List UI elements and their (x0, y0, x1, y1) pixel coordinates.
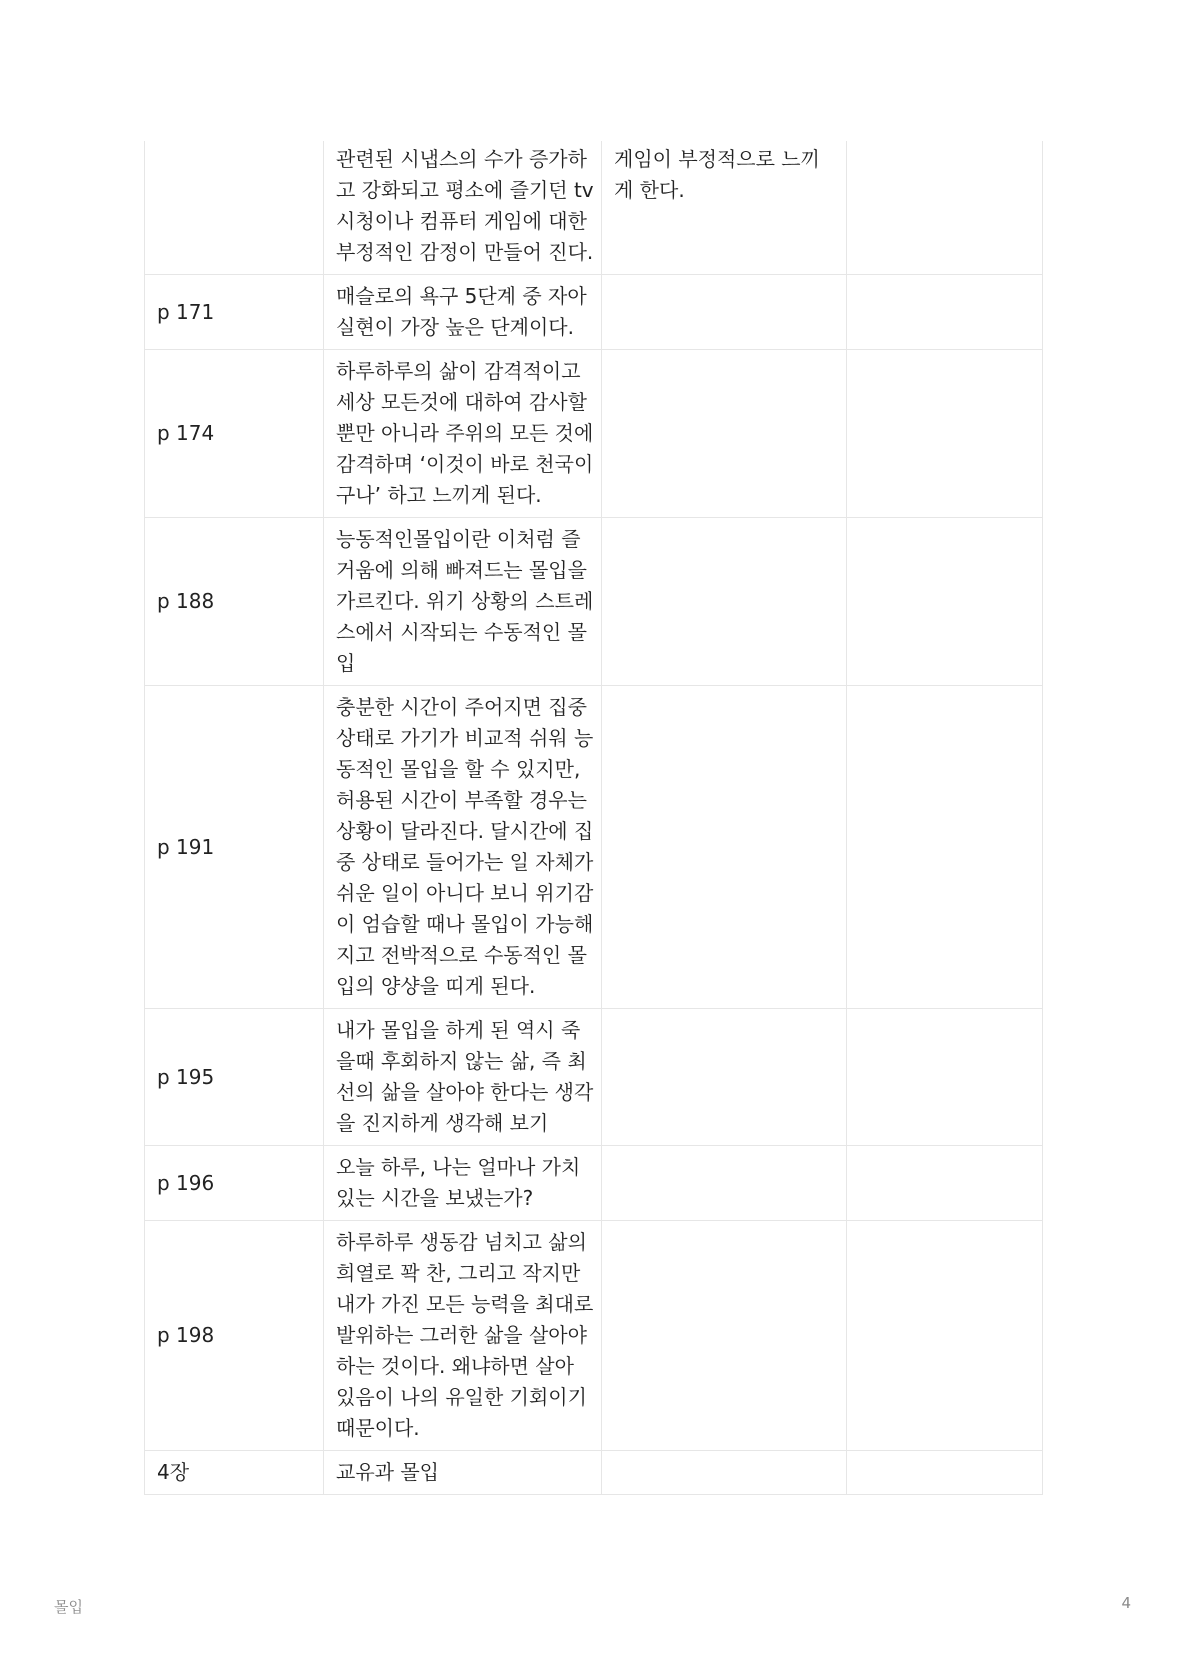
note-text-cell (324, 141, 602, 275)
note-text-line: 발위하는 그러한 삶을 살아야 (336, 1323, 587, 1347)
comment-cell (602, 1451, 847, 1495)
note-text-line: 있는 시간을 보냈는가? (336, 1186, 534, 1210)
note-text-line: 입의 양샹을 띠게 된다. (336, 974, 536, 998)
page-reference-cell: p 171 (145, 275, 324, 350)
note-text-line: 하루하루의 삶이 감격적이고 (336, 359, 581, 383)
comment-cell (602, 1146, 847, 1221)
table-row (145, 1451, 1043, 1495)
footer-page-number: 4 (1121, 1594, 1131, 1612)
comment-text-line: 게 한다. (614, 178, 685, 202)
table-row (145, 518, 1043, 686)
table-row (145, 1009, 1043, 1146)
note-text-line: 을 진지하게 생각해 보기 (336, 1111, 549, 1135)
note-text-cell (324, 275, 602, 350)
comment-cell (602, 518, 847, 686)
note-text-cell (324, 1146, 602, 1221)
note-text-line: 내가 가진 모든 능력을 최대로 (336, 1292, 594, 1316)
note-text-cell (324, 350, 602, 518)
extra-cell (847, 275, 1043, 350)
note-text-line: 부정적인 감정이 만들어 진다. (336, 240, 594, 264)
comment-cell (602, 686, 847, 1009)
note-text-cell (324, 1009, 602, 1146)
extra-cell (847, 518, 1043, 686)
note-text-line: 하루하루 생동감 넘치고 삶의 (336, 1230, 587, 1254)
extra-cell (847, 1146, 1043, 1221)
comment-text-line: 게임이 부정적으로 느끼 (614, 147, 820, 171)
note-text-line: 관련된 시냅스의 수가 증가하 (336, 147, 587, 171)
table-row (145, 350, 1043, 518)
note-text-line: 지고 전박적으로 수동적인 몰 (336, 943, 587, 967)
note-text-line: 구나’ 하고 느끼게 된다. (336, 483, 542, 507)
note-text-line: 하는 것이다. 왜냐하면 살아 (336, 1354, 574, 1378)
note-text-cell (324, 1221, 602, 1451)
page-reference-cell: p 198 (145, 1221, 324, 1451)
note-text-line: 있음이 나의 유일한 기회이기 (336, 1385, 587, 1409)
comment-cell (602, 1009, 847, 1146)
page-reference-cell: p 195 (145, 1009, 324, 1146)
page-reference-cell (145, 141, 324, 275)
footer-document-title: 몰입 (54, 1598, 83, 1616)
page-reference-cell: p 174 (145, 350, 324, 518)
note-text-line: 뿐만 아니라 주위의 모든 것에 (336, 421, 594, 445)
note-text-line: 희열로 꽉 찬, 그리고 작지만 (336, 1261, 581, 1285)
note-text-line: 때문이다. (336, 1416, 420, 1440)
note-text-line: 중 상태로 들어가는 일 자체가 (336, 850, 594, 874)
note-text-line: 세상 모든것에 대하여 감사할 (336, 390, 587, 414)
note-text-line: 감격하며 ‘이것이 바로 천국이 (336, 452, 594, 476)
note-text-line: 쉬운 일이 아니다 보니 위기감 (336, 881, 594, 905)
note-text-cell (324, 1451, 602, 1495)
note-text-line: 이 엄습할 때나 몰입이 가능해 (336, 912, 594, 936)
note-text-line: 상황이 달라진다. 달시간에 집 (336, 819, 594, 843)
comment-cell (602, 1221, 847, 1451)
page-reference-cell: p 188 (145, 518, 324, 686)
extra-cell (847, 1009, 1043, 1146)
note-text-line: 을때 후회하지 않는 삶, 즉 최 (336, 1049, 587, 1073)
note-text-line: 교유과 몰입 (336, 1460, 439, 1484)
note-text-line: 매슬로의 욕구 5단계 중 자아 (336, 284, 587, 308)
table-body (145, 141, 1043, 1495)
note-text-line: 허용된 시간이 부족할 경우는 (336, 788, 587, 812)
note-text-line: 오늘 하루, 나는 얼마나 가치 (336, 1155, 581, 1179)
note-text-line: 시청이나 컴퓨터 게임에 대한 (336, 209, 587, 233)
comment-cell (602, 141, 847, 275)
note-text-line: 고 강화되고 평소에 즐기던 tv (336, 178, 594, 202)
note-text-line: 거움에 의해 빠져드는 몰입을 (336, 558, 587, 582)
note-text-line: 동적인 몰입을 할 수 있지만, (336, 757, 581, 781)
extra-cell (847, 141, 1043, 275)
note-text-cell (324, 518, 602, 686)
notes-table-container (144, 141, 1042, 1495)
note-text-line: 선의 삶을 살아야 한다는 생각 (336, 1080, 594, 1104)
note-text-line: 입 (336, 651, 356, 675)
table-row (145, 1221, 1043, 1451)
extra-cell (847, 350, 1043, 518)
page-reference-cell: 4장 (145, 1451, 324, 1495)
extra-cell (847, 1221, 1043, 1451)
note-text-line: 내가 몰입을 하게 된 역시 죽 (336, 1018, 581, 1042)
note-text-line: 스에서 시작되는 수동적인 몰 (336, 620, 587, 644)
note-text-line: 능동적인몰입이란 이처럼 즐 (336, 527, 581, 551)
table-row (145, 141, 1043, 275)
note-text-cell (324, 686, 602, 1009)
comment-cell (602, 350, 847, 518)
note-text-line: 상태로 가기가 비교적 쉬워 능 (336, 726, 594, 750)
table-row (145, 686, 1043, 1009)
extra-cell (847, 686, 1043, 1009)
note-text-line: 실현이 가장 높은 단계이다. (336, 315, 574, 339)
page-reference-cell: p 191 (145, 686, 324, 1009)
table-row (145, 275, 1043, 350)
note-text-line: 가르킨다. 위기 상황의 스트레 (336, 589, 594, 613)
extra-cell (847, 1451, 1043, 1495)
page-reference-cell: p 196 (145, 1146, 324, 1221)
note-text-line: 충분한 시간이 주어지면 집중 (336, 695, 587, 719)
reading-notes-table (144, 141, 1043, 1495)
comment-cell (602, 275, 847, 350)
table-row (145, 1146, 1043, 1221)
